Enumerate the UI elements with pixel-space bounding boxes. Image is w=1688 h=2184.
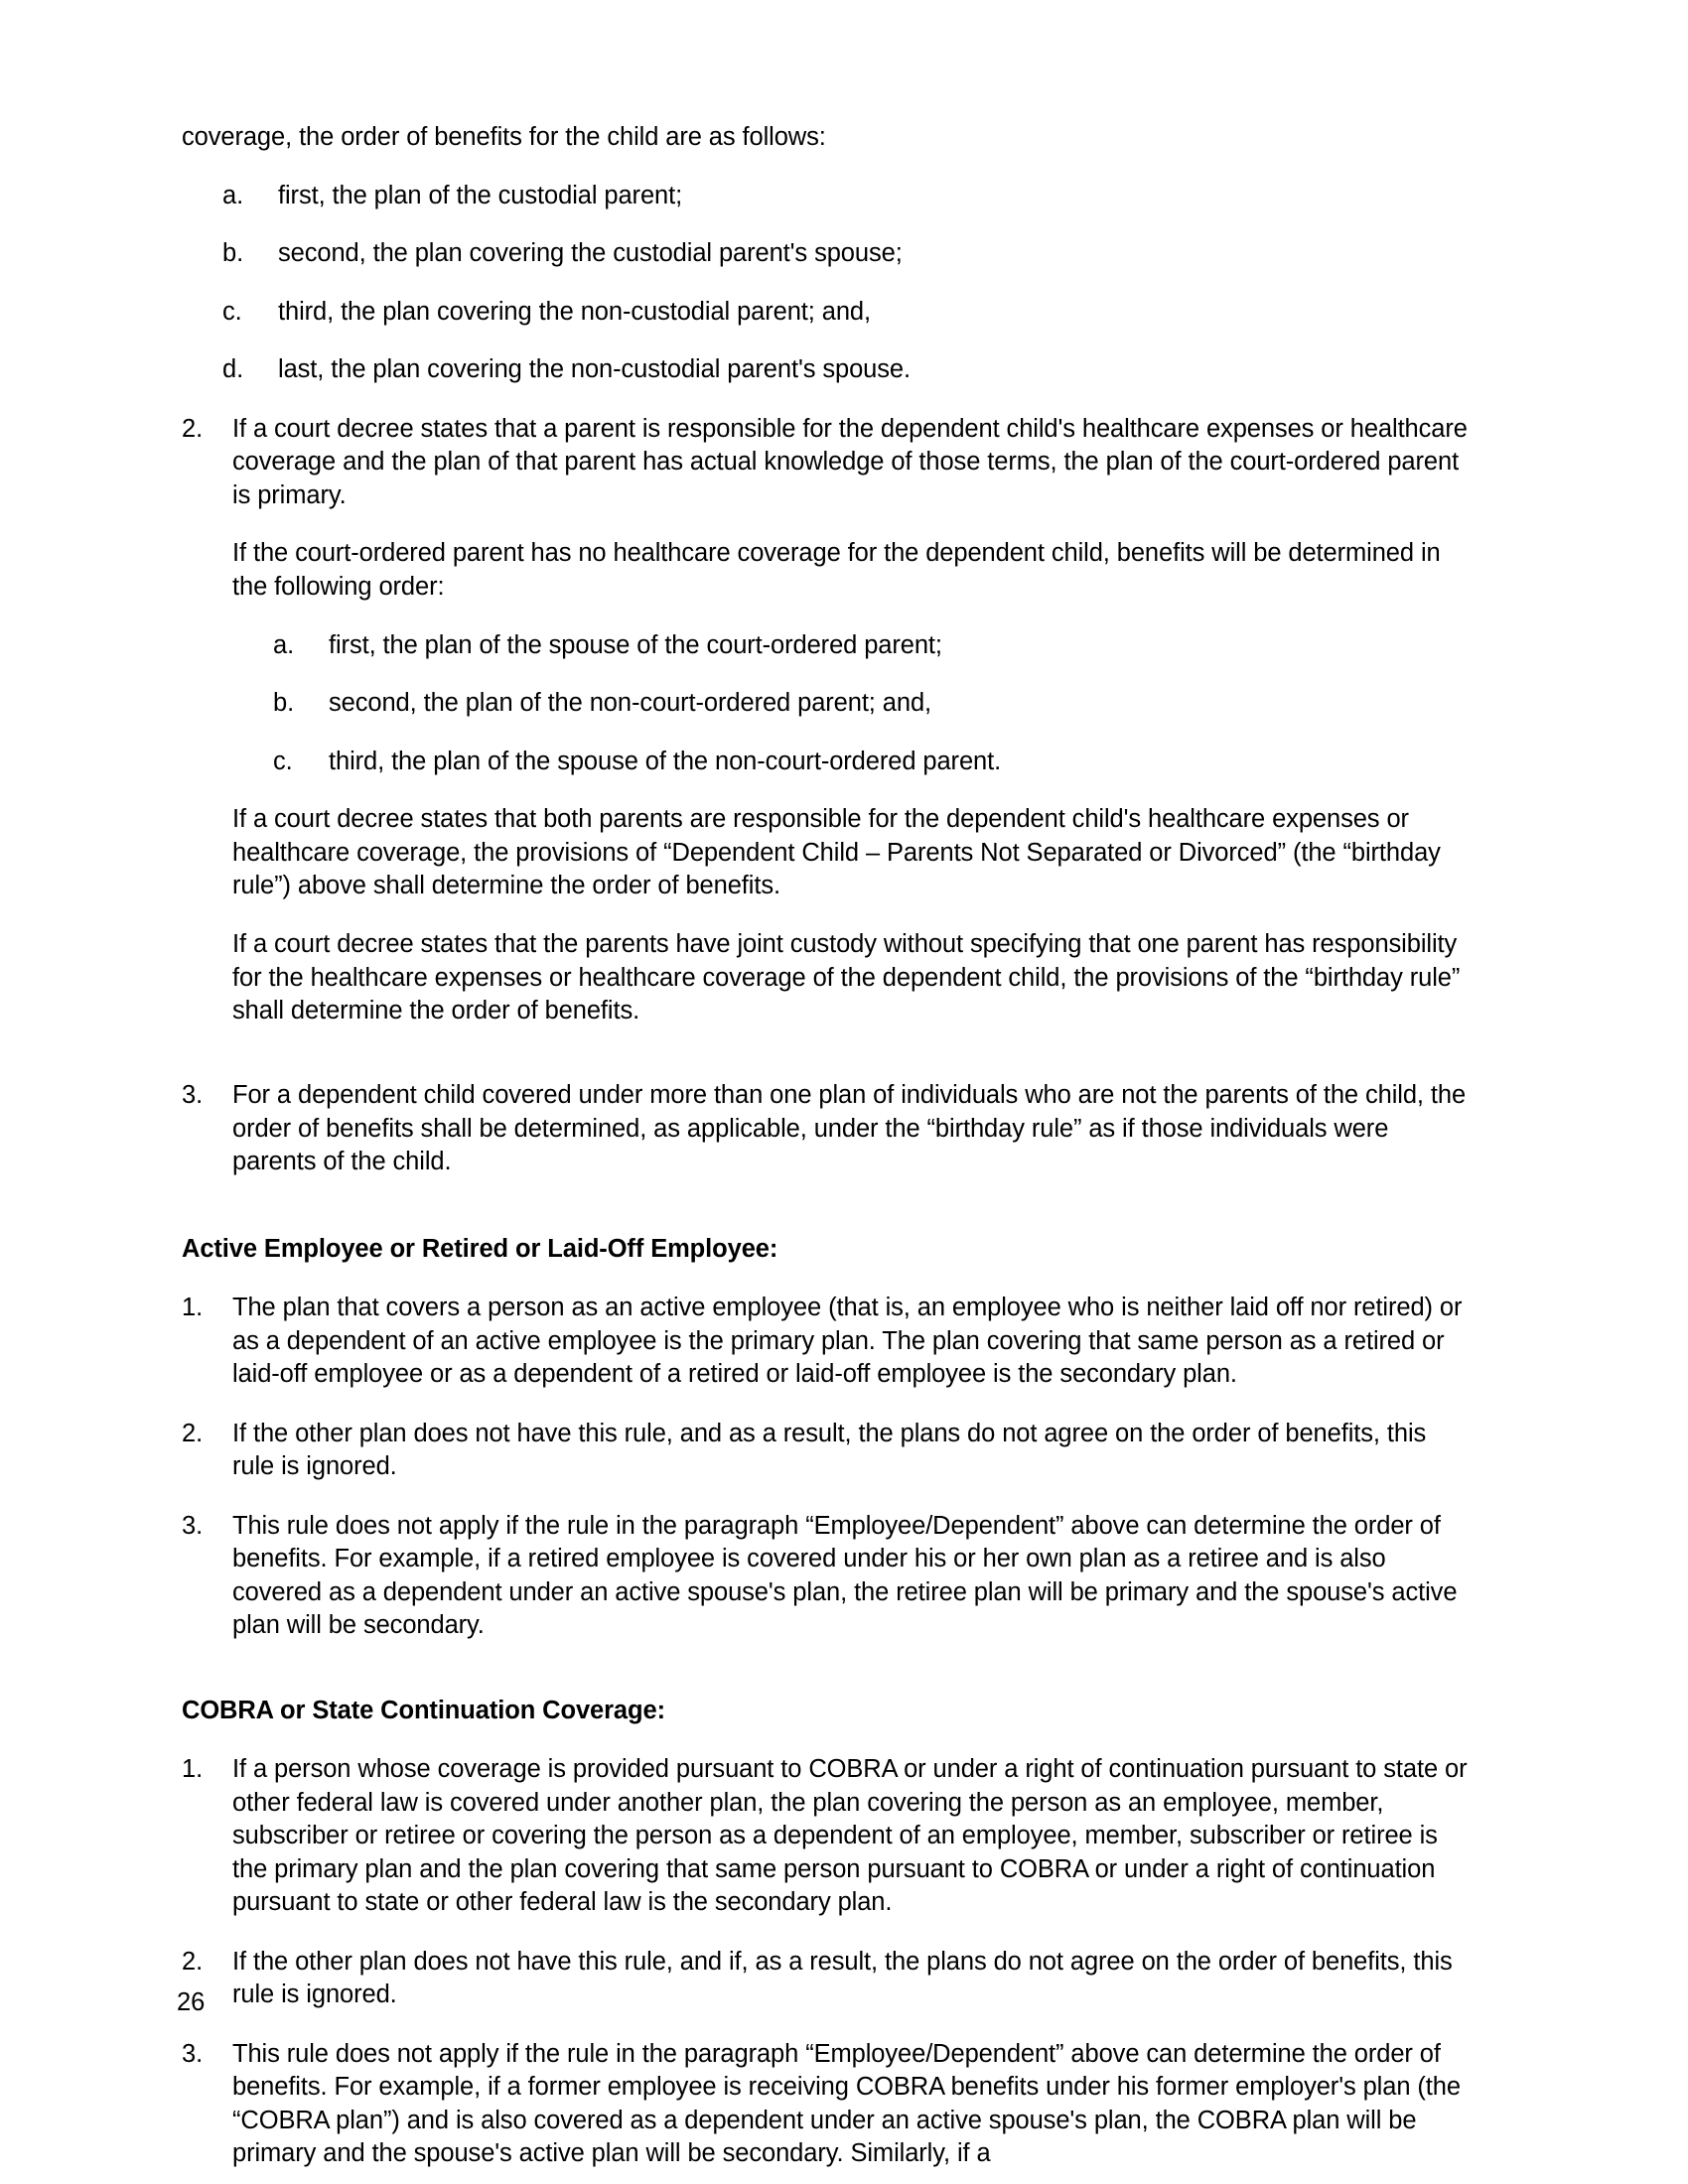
list-item-body	[232, 2038, 1473, 2171]
list-item-text: For a dependent child covered under more than one plan of individuals who are not the parents of the child, the order of benefits shall be determined, as applicable, under the “birthday rule” as if those individuals were parents of the child.	[232, 1081, 1467, 1175]
list-item	[182, 296, 1473, 330]
list-item-text: If a person whose coverage is provided pursuant to COBRA or under a right of continuation pursuant to state or other federal law is covered under another plan, the plan covering the person as an employee, member, subscriber or retiree or covering the person as a dependent of an employee, member, subscriber or retiree is the primary plan and the plan covering that same person pursuant to COBRA or under a right of continuation pursuant to state or other federal law is the secondary plan.	[232, 1755, 1468, 1916]
list-item	[182, 1753, 1473, 1920]
list-item	[232, 687, 1473, 721]
list-item	[182, 353, 1473, 387]
list-item-text: If a court decree states that a parent is responsible for the dependent child's healthcare expenses or healthcare coverage and the plan of that parent has actual knowledge of those terms, the plan of the court-ordered parent is primary.	[232, 414, 1468, 509]
list-marker: 3.	[182, 1511, 204, 1540]
section-heading-active-employee: Active Employee or Retired or Laid-Off Employee:	[182, 1234, 778, 1263]
list-item-text: If the other plan does not have this rule, and as a result, the plans do not agree on the order of benefits, this rule is ignored.	[232, 1419, 1427, 1480]
section-heading-cobra: COBRA or State Continuation Coverage:	[182, 1696, 665, 1724]
list-item-body	[232, 1510, 1473, 1643]
list-item-text: If the other plan does not have this rule, and if, as a result, the plans do not agree on the order of benefits, this rule is ignored.	[232, 1947, 1453, 2008]
list-marker: a.	[222, 181, 244, 209]
both-parents-responsible-paragraph: If a court decree states that both parents are responsible for the dependent child's healthcare expenses or healthcare coverage, the provisions of “Dependent Child – Parents Not Separated or Divorced” (the “birthday rule”) above shall determine the order of benefits.	[232, 805, 1441, 899]
list-item	[182, 1510, 1473, 1643]
child-order-list	[182, 180, 1473, 387]
list-marker: c.	[273, 747, 293, 775]
list-item-text: second, the plan covering the custodial parent's spouse;	[278, 239, 903, 267]
cobra-numbered-list	[182, 1753, 1473, 2171]
list-marker: 2.	[182, 1419, 204, 1447]
list-item-body	[232, 1418, 1473, 1484]
list-marker: 2.	[182, 1947, 204, 1976]
page-number: 26	[177, 1988, 206, 2016]
list-item	[182, 1079, 1473, 1179]
list-item-text: last, the plan covering the non-custodial parent's spouse.	[278, 355, 911, 383]
list-item-text: This rule does not apply if the rule in the paragraph “Employee/Dependent” above can determine the order of benefits. For example, if a retired employee is covered under his or her own plan as a retiree and is also covered as a dependent under an active spouse's plan, the retiree plan will be primary and the spouse's active plan will be secondary.	[232, 1511, 1458, 1639]
list-item-text: The plan that covers a person as an active employee (that is, an employee who is neither laid off nor retired) or as a dependent of an active employee is the primary plan. The plan covering that same person as a retired or laid-off employee or as a dependent of a retired or laid-off employee is the secondary plan.	[232, 1294, 1463, 1388]
page-content	[182, 121, 1473, 2171]
list-item-body	[232, 1292, 1473, 1392]
list-item	[232, 746, 1473, 779]
list-item	[232, 629, 1473, 663]
list-marker: b.	[273, 689, 295, 717]
joint-custody-paragraph: If a court decree states that the parents have joint custody without specifying that one parent has responsibility for the healthcare expenses or healthcare coverage of the dependent child, the provisions of the “birthday rule” shall determine the order of benefits.	[232, 930, 1461, 1024]
list-item-text: This rule does not apply if the rule in the paragraph “Employee/Dependent” above can determine the order of benefits. For example, if a former employee is receiving COBRA benefits under his former employer's plan (the “COBRA plan”) and is also covered as a dependent under an active spouse's plan, the COBRA plan will be primary and the spouse's active plan will be secondary. Similarly, if a	[232, 2039, 1461, 2167]
list-marker: 3.	[182, 1081, 204, 1109]
list-item	[182, 1946, 1473, 2012]
list-marker: 1.	[182, 1755, 204, 1783]
list-item	[182, 1292, 1473, 1392]
list-marker: 2.	[182, 414, 204, 443]
list-item-body	[232, 1079, 1473, 1179]
list-item	[182, 413, 1473, 1054]
list-marker: 3.	[182, 2039, 204, 2068]
intro-continuation-paragraph: coverage, the order of benefits for the child are as follows:	[182, 123, 826, 151]
list-item-text: third, the plan of the spouse of the non-court-ordered parent.	[329, 747, 1002, 775]
list-item	[182, 180, 1473, 213]
list-item-text: first, the plan of the spouse of the court-ordered parent;	[329, 630, 942, 659]
list-item-body	[232, 1753, 1473, 1920]
list-item	[182, 237, 1473, 271]
list-marker: b.	[222, 239, 244, 267]
list-marker: d.	[222, 355, 244, 383]
list-marker: a.	[273, 630, 295, 659]
court-ordered-parent-order-list	[232, 629, 1473, 779]
list-marker: c.	[222, 297, 242, 326]
list-item	[182, 1418, 1473, 1484]
list-item-text: first, the plan of the custodial parent;	[278, 181, 683, 209]
court-decree-numbered-list	[182, 413, 1473, 1179]
list-item-body	[232, 413, 1473, 1054]
sub-intro-paragraph: If the court-ordered parent has no healthcare coverage for the dependent child, benefits will be determined in the following order:	[232, 539, 1441, 601]
list-marker: 1.	[182, 1294, 204, 1321]
list-item-text: second, the plan of the non-court-ordered parent; and,	[329, 689, 932, 717]
list-item	[182, 2038, 1473, 2171]
active-employee-numbered-list	[182, 1292, 1473, 1643]
list-item-body	[232, 1946, 1473, 2012]
list-item-text: third, the plan covering the non-custodial parent; and,	[278, 297, 871, 326]
